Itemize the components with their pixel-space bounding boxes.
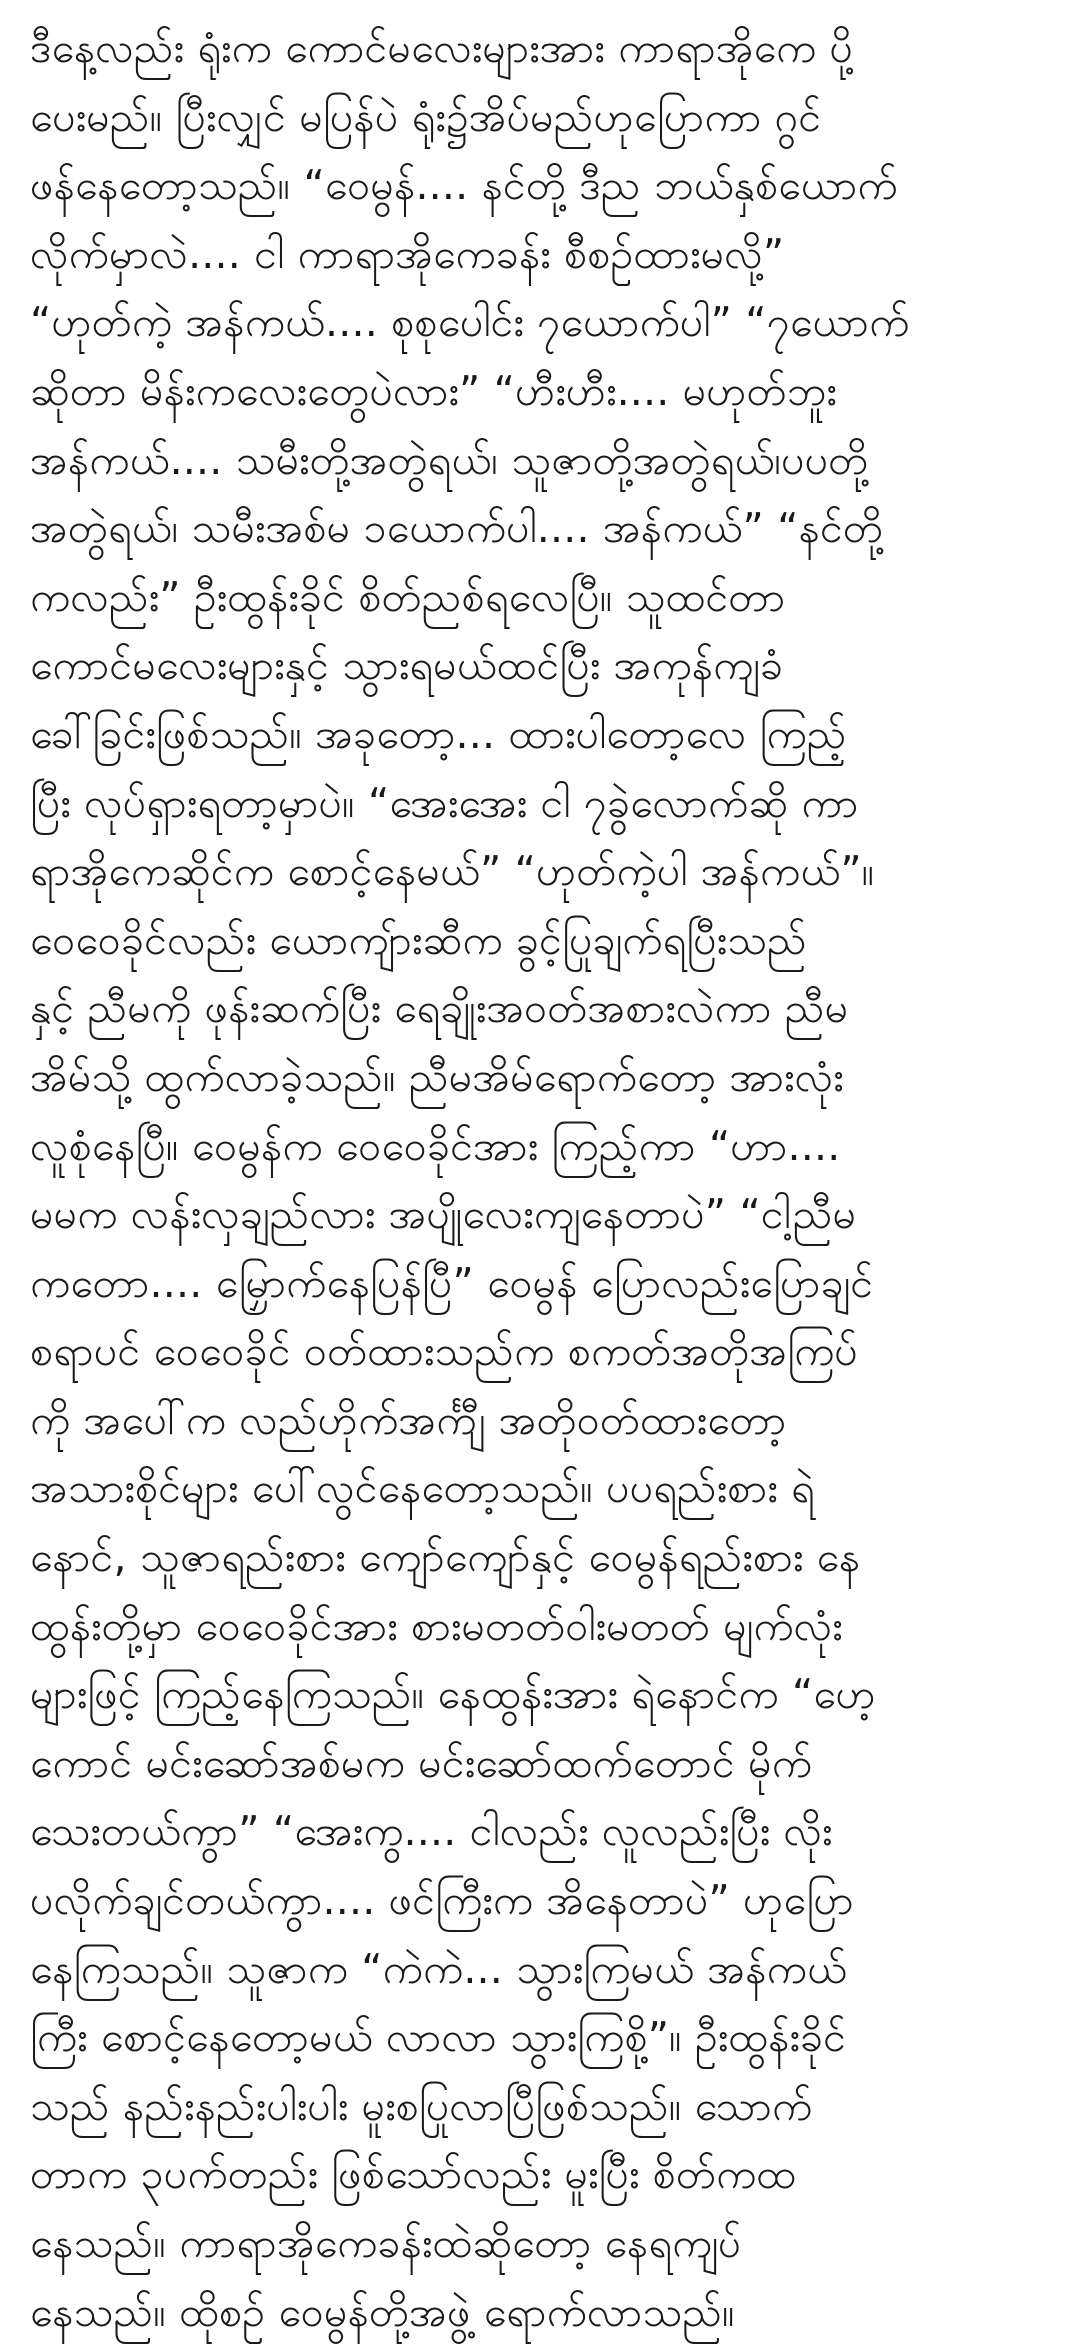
article-line: ပေးမည်။ ပြီးလျှင် မပြန်ပဲ ရုံး၌အိပ်မည်ဟုပြောကာ ဂွင် bbox=[30, 92, 822, 141]
article-line: အိမ်သို့ ထွက်လာခဲ့သည်။ ညီမအိမ်ရောက်တော့ အားလုံး bbox=[30, 1052, 844, 1101]
article-line: နေသည်။ ကာရာအိုကေခန်းထဲဆိုတော့ နေရကျပ် bbox=[30, 2219, 741, 2267]
article-line: တာက ၃ပက်တည်း ဖြစ်သော်လည်း မူးပြီး စိတ်ကထ bbox=[30, 2150, 797, 2199]
article-line: ထွန်းတို့မှာ ဝေဝေခိုင်အား စားမတတ်ဝါးမတတ် မျက်လုံး bbox=[30, 1601, 843, 1650]
article-line: ပြီး လုပ်ရှားရတာ့မှာပဲ။ “အေးအေး ငါ ၇ခွဲလောက်ဆို ကာ bbox=[30, 778, 859, 827]
article-line: နေသည်။ ထိုစဉ် ဝေမွန်တို့အဖွဲ့ ရောက်လာသည်။ bbox=[30, 2287, 735, 2336]
article-line: ဆိုတာ မိန်းကလေးတွေပဲလား” “ဟီးဟီး.... မဟုတ်ဘူး bbox=[30, 366, 837, 415]
article-line: “ဟုတ်ကဲ့ အန်ကယ်.... စုစုပေါင်း ၇ယောက်ပါ” “၇ယောက် bbox=[30, 298, 910, 347]
article-line: ကောင်မလေးများနှင့် သွားရမယ်ထင်ပြီး အကုန်ကျခံ bbox=[30, 641, 784, 690]
article-line: ကို အပေါ်က လည်ဟိုက်အင်္ကျီ အတိုဝတ်ထားတော့ bbox=[30, 1395, 787, 1444]
article-line: ပလိုက်ချင်တယ်ကွာ.... ဖင်ကြီးက အိနေတာပဲ” ဟုပြော bbox=[30, 1876, 854, 1925]
article-line: ကလည်း” ဦးထွန်းခိုင် စိတ်ညစ်ရလေပြီ။ သူထင်တာ bbox=[30, 572, 786, 621]
article-line: အတွဲရယ်၊ သမီးအစ်မ ၁ယောက်ပါ.... အန်ကယ်” “နင်တို့ bbox=[30, 504, 884, 553]
article-line: ရာအိုကေဆိုင်က စောင့်နေမယ်” “ဟုတ်ကဲ့ပါ အန်ကယ်”။ bbox=[30, 847, 875, 896]
article-line: ကြီး စောင့်နေတော့မယ် လာလာ သွားကြစို့”။ ဦးထွန်းခိုင် bbox=[30, 2013, 847, 2062]
article-line: နေကြသည်။ သူဇာက “ကဲကဲ... သွားကြမယ် အန်ကယ် bbox=[30, 1944, 847, 1993]
article-line: သေးတယ်ကွာ” “အေးကွ.... ငါလည်း လူလည်းပြီး လိုး bbox=[30, 1807, 833, 1856]
article-line: သည် နည်းနည်းပါးပါး မူးစပြုလာပြီဖြစ်သည်။ သောက် bbox=[30, 2081, 813, 2130]
article-line: နောင်, သူဇာရည်းစား ကျော်ကျော်နှင့် ဝေမွန်ရည်းစား နေ bbox=[30, 1533, 861, 1582]
article-line: နှင့် ညီမကို ဖုန်းဆက်ပြီး ရေချိုးအဝတ်အစားလဲကာ ညီမ bbox=[30, 984, 849, 1033]
article-line: ဒီနေ့လည်း ရုံးက ကောင်မလေးများအား ကာရာအိုကေ ပို့ bbox=[30, 24, 854, 72]
article-line: များဖြင့် ကြည့်နေကြသည်။ နေထွန်းအား ရဲနောင်က “ဟေ့ bbox=[30, 1670, 877, 1719]
article-line: ကတော.... မြှောက်နေပြန်ပြီ” ဝေမွန် ပြောလည်းပြောချင် bbox=[30, 1258, 874, 1307]
article-line: အသားစိုင်များ ပေါ်လွင်နေတော့သည်။ ပပရည်းစား ရဲ bbox=[30, 1464, 815, 1513]
article-line: မမက လန်းလှချည်လား အပျိုလေးကျနေတာပဲ” “ငါ့ညီမ bbox=[30, 1190, 857, 1239]
article-line: ကောင် မင်းဆော်အစ်မက မင်းဆော်ထက်တောင် မိုက် bbox=[30, 1738, 813, 1787]
article-line: ဖန်နေတော့သည်။ “ဝေမွန်.... နင်တို့ ဒီည ဘယ်နှစ်ယောက် bbox=[30, 161, 898, 210]
article-line: ခေါ်ခြင်းဖြစ်သည်။ အခုတော့... ထားပါတော့လေ ကြည့် bbox=[30, 709, 847, 758]
article-line: လူစုံနေပြီ။ ဝေမွန်က ဝေဝေခိုင်အား ကြည့်ကာ “ဟာ.... bbox=[30, 1121, 841, 1170]
article-line: အန်ကယ်.... သမီးတို့အတွဲရယ်၊ သူဇာတို့အတွဲရယ်၊ပပတို့ bbox=[30, 435, 869, 484]
article-line: စရာပင် ဝေဝေခိုင် ဝတ်ထားသည်က စကတ်အတိုအကြပ် bbox=[30, 1327, 858, 1376]
article-line: လိုက်မှာလဲ.... ငါ ကာရာအိုကေခန်း စီစဉ်ထားမလို့” bbox=[30, 229, 785, 278]
article-line: ဝေဝေခိုင်လည်း ယောကျ်ားဆီက ခွင့်ပြုချက်ရပြီးသည် bbox=[30, 915, 807, 964]
